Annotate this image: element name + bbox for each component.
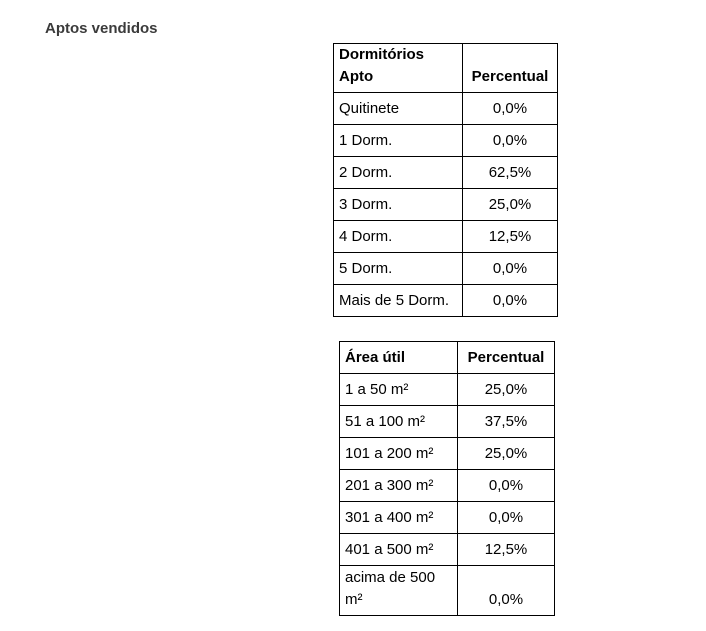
- row-value: 25,0%: [458, 438, 555, 470]
- table-row: [334, 93, 558, 125]
- area-util-header-row: [340, 342, 555, 374]
- row-value: 0,0%: [463, 125, 558, 157]
- table-row: [340, 438, 555, 470]
- row-value: 0,0%: [458, 566, 555, 616]
- row-label: 101 a 200 m²: [340, 438, 458, 470]
- percentual-header: Percentual: [463, 44, 558, 93]
- row-label: 51 a 100 m²: [340, 406, 458, 438]
- row-label: 4 Dorm.: [334, 221, 463, 253]
- row-value: 25,0%: [458, 374, 555, 406]
- row-value: 0,0%: [463, 285, 558, 317]
- table-row: [340, 502, 555, 534]
- table-row: [340, 374, 555, 406]
- row-value: 62,5%: [463, 157, 558, 189]
- row-label: 301 a 400 m²: [340, 502, 458, 534]
- row-label: 401 a 500 m²: [340, 534, 458, 566]
- dormitorios-table: [333, 43, 558, 317]
- row-label: 1 Dorm.: [334, 125, 463, 157]
- row-label: 201 a 300 m²: [340, 470, 458, 502]
- table-row: [340, 470, 555, 502]
- row-value: 0,0%: [463, 253, 558, 285]
- row-label: Quitinete: [334, 93, 463, 125]
- table-row: [334, 125, 558, 157]
- row-value: 37,5%: [458, 406, 555, 438]
- row-value: 0,0%: [458, 502, 555, 534]
- area-util-header: Área útil: [340, 342, 458, 374]
- table-row: [334, 253, 558, 285]
- row-label: 2 Dorm.: [334, 157, 463, 189]
- table-row: [340, 406, 555, 438]
- percentual-header: Percentual: [458, 342, 555, 374]
- row-value: 12,5%: [463, 221, 558, 253]
- area-util-table: [339, 341, 555, 616]
- row-label: 5 Dorm.: [334, 253, 463, 285]
- row-value: 0,0%: [463, 93, 558, 125]
- row-label: 1 a 50 m²: [340, 374, 458, 406]
- row-label: acima de 500 m²: [340, 566, 458, 616]
- row-label: Mais de 5 Dorm.: [334, 285, 463, 317]
- dormitorios-apto-header: Dormitórios Apto: [334, 44, 463, 93]
- table-row: [340, 534, 555, 566]
- row-value: 12,5%: [458, 534, 555, 566]
- row-label: 3 Dorm.: [334, 189, 463, 221]
- dormitorios-header-row: [334, 44, 558, 93]
- row-value: 0,0%: [458, 470, 555, 502]
- page-title: Aptos vendidos: [45, 20, 158, 37]
- table-row: [340, 566, 555, 616]
- table-row: [334, 157, 558, 189]
- row-value: 25,0%: [463, 189, 558, 221]
- table-row: [334, 189, 558, 221]
- table-row: [334, 285, 558, 317]
- table-row: [334, 221, 558, 253]
